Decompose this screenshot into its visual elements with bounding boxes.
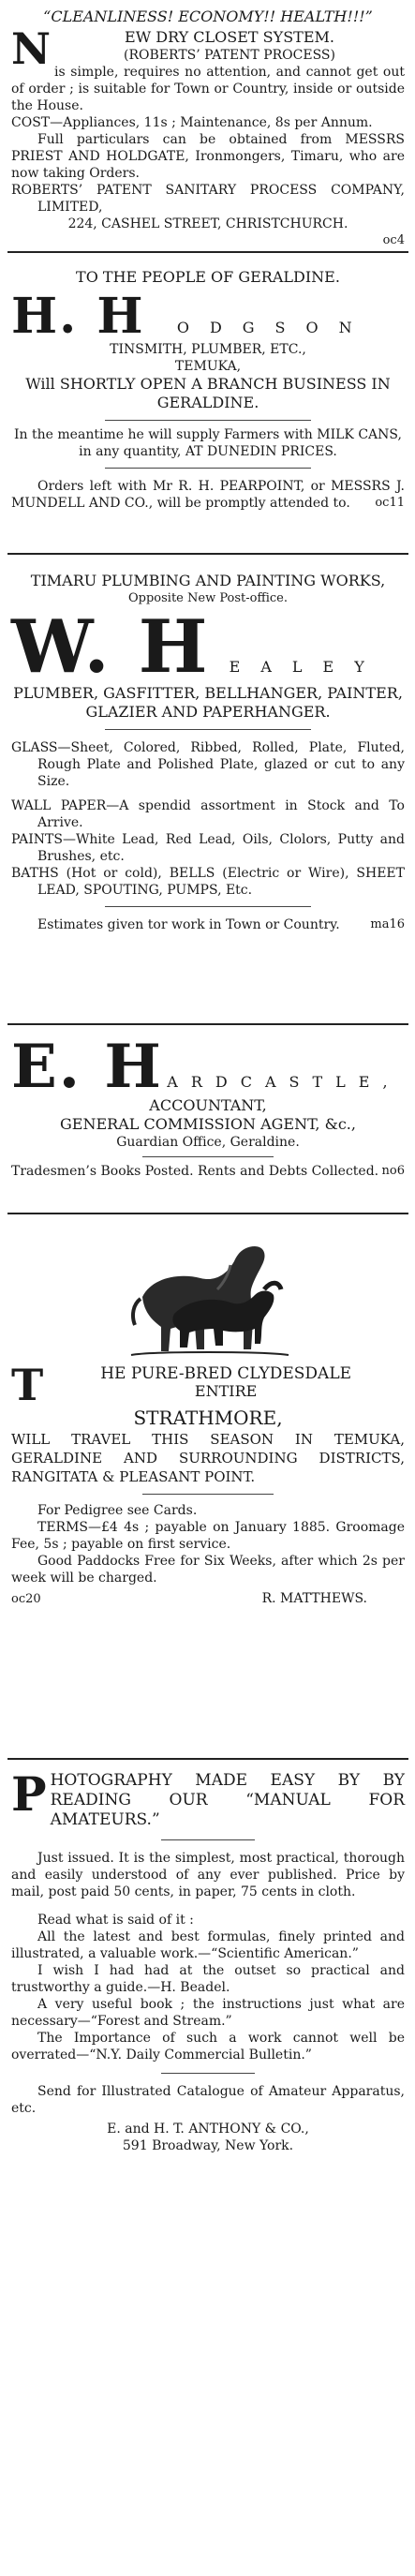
ad-subheading: ENTIRE (194, 1382, 258, 1400)
ad-line: EW DRY CLOSET SYSTEM. (125, 28, 334, 46)
ad-body: Send for Illustrated Catalogue of Amateur Apparatus, etc. (11, 2084, 405, 2116)
big-initials: H. H (11, 288, 145, 345)
divider (7, 553, 408, 555)
ad-company: ROBERTS’ PATENT SANITARY PROCESS COMPANY, LIMITED, (11, 183, 405, 215)
divider (7, 1023, 408, 1025)
hodgson-advertisement (11, 268, 405, 512)
photography-advertisement (11, 1766, 405, 2154)
ad-cost: COST—Appliances, 11s ; Maintenance, 8s per Annum. (11, 115, 373, 130)
ad-code: oc4 (382, 233, 405, 247)
divider (105, 468, 311, 469)
ad-heading: “CLEANLINESS! ECONOMY!! HEALTH!!!” (43, 7, 373, 25)
closet-advertisement (11, 7, 405, 249)
ad-trade: PLUMBER, GASFITTER, BELLHANGER, PAINTER, GLAZIER AND PAPERHANGER. (13, 684, 403, 721)
ad-body: Read what is said of it : (37, 1913, 194, 1928)
ad-heading: HOTOGRAPHY MADE EASY BY BY READING OUR “MANUAL FOR AMATEURS.” (50, 1771, 405, 1829)
divider (7, 1758, 408, 1760)
ad-town: TEMUKA, (174, 359, 242, 374)
divider (142, 1494, 274, 1495)
ad-terms: TERMS—£4 4s ; payable on January 1885. Groomage Fee, 5s ; payable on first service. (11, 1520, 405, 1552)
ad-body: Full particulars can be obtained from MESSRS PRIEST AND HOLDGATE, Ironmongers, Timaru, who are now taking Orders. (11, 132, 405, 181)
ad-address: 591 Broadway, New York. (122, 2138, 294, 2153)
ad-item: WALL PAPER—A spendid assortment in Stock and To Arrive. (11, 798, 405, 830)
ad-firm: E. and H. T. ANTHONY & CO., (107, 2122, 309, 2137)
surname: ARDCASTLE, (167, 1073, 401, 1091)
ad-heading: TIMARU PLUMBING AND PAINTING WORKS, (30, 572, 386, 589)
drop-cap: P (11, 1766, 47, 1822)
ad-owner: R. MATTHEWS. (261, 1591, 367, 1606)
ad-announcement: Will SHORTLY OPEN A BRANCH BUSINESS IN GERALDINE. (25, 375, 391, 411)
ad-body: Estimates given tor work in Town or Country. (37, 917, 340, 932)
healey-advertisement (11, 572, 405, 933)
ad-item: BATHS (Hot or cold), BELLS (Electric or Wire), SHEET LEAD, SPOUTING, PUMPS, Etc. (11, 866, 405, 898)
ad-body: WILL TRAVEL THIS SEASON IN TEMUKA, GERALDINE AND SURROUNDING DISTRICTS, RANGITATA & PLEASANT POINT. (11, 1431, 405, 1485)
divider (161, 2073, 255, 2074)
divider (7, 251, 408, 253)
ad-code: oc20 (11, 1592, 41, 1606)
ad-subheading: Opposite New Post-office. (128, 591, 288, 605)
ad-item: PAINTS—White Lead, Red Lead, Oils, Clolors, Putty and Brushes, etc. (11, 832, 405, 864)
ad-body: Good Paddocks Free for Six Weeks, after which 2s per week will be charged. (11, 1554, 405, 1586)
hardcastle-advertisement (11, 1032, 405, 1180)
divider (161, 1839, 255, 1840)
ad-agent: GENERAL COMMISSION AGENT, &c., (60, 1115, 356, 1133)
horse-name: STRATHMORE, (133, 1407, 283, 1429)
ad-body: Just issued. It is the simplest, most practical, thorough and easily understood of any ever published. Price by mail, post paid 50 cents, in paper, 75 cents in cloth. (11, 1851, 405, 1899)
ad-body: For Pedigree see Cards. (37, 1503, 198, 1518)
divider (105, 906, 311, 907)
drop-cap: N (11, 23, 52, 74)
ad-heading: HE PURE-BRED CLYDESDALE (100, 1364, 352, 1383)
divider (105, 420, 311, 421)
ad-quote: I wish I had had at the outset so practical and trustworthy a guide.—H. Beadel. (11, 1963, 405, 1995)
big-initials: W. H (11, 604, 210, 690)
ad-code: ma16 (370, 917, 405, 931)
ad-item: GLASS—Sheet, Colored, Ribbed, Rolled, Plate, Fluted, Rough Plate and Polished Plate, glazed or cut to any Size. (11, 740, 405, 789)
horse-image (11, 1224, 405, 1364)
drop-cap: T (11, 1360, 44, 1410)
ad-body: Orders left with Mr R. H. PEARPOINT, or MESSRS J. MUNDELL AND CO., will be promptly attended to. (11, 479, 405, 511)
ad-quote: A very useful book ; the instructions just what are necessary—“Forest and Stream.” (11, 1997, 405, 2029)
divider (105, 729, 311, 730)
divider (7, 1213, 408, 1214)
divider (142, 1156, 274, 1157)
ad-body: In the meantime he will supply Farmers with MILK CANS, in any quantity, AT DUNEDIN PRICES. (14, 427, 402, 459)
ad-quote: All the latest and best formulas, finely printed and illustrated, a valuable work.—“Scientific American.” (11, 1929, 405, 1961)
ad-code: no6 (381, 1164, 405, 1178)
ad-trade: TINSMITH, PLUMBER, ETC., (110, 342, 306, 357)
ad-line: (ROBERTS’ PATENT PROCESS) (124, 48, 335, 63)
clydesdale-advertisement (11, 1224, 405, 1607)
ad-code: oc11 (375, 496, 405, 510)
ad-body: is simple, requires no attention, and cannot get out of order ; is suitable for Town or Country, inside or outside the House. (11, 65, 405, 113)
ad-heading: TO THE PEOPLE OF GERALDINE. (76, 268, 340, 286)
horses-illustration (114, 1224, 302, 1364)
ad-address: 224, CASHEL STREET, CHRISTCHURCH. (67, 216, 348, 231)
ad-title: ACCOUNTANT, (149, 1096, 267, 1114)
ad-body: Tradesmen’s Books Posted. Rents and Debts Collected. (11, 1164, 379, 1179)
surname: ODGSON (176, 319, 373, 336)
ad-office: Guardian Office, Geraldine. (116, 1135, 300, 1150)
big-initials: E. H (11, 1032, 163, 1102)
surname: EALEY (229, 658, 385, 676)
ad-quote: The Importance of such a work cannot well be overrated—“N.Y. Daily Commercial Bulletin.” (11, 2031, 405, 2062)
